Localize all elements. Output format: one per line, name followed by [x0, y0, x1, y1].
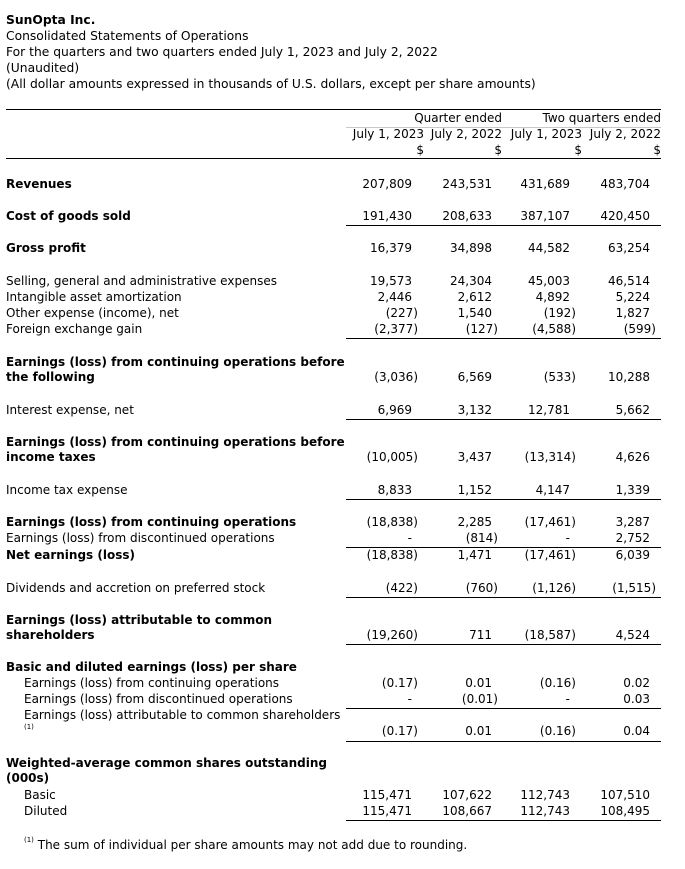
subtotal-rule: [346, 499, 661, 500]
value-q-2022: 208,633: [442, 209, 492, 223]
value-q-2023: (3,036): [374, 370, 418, 384]
value-q-2023: 115,471: [362, 788, 412, 802]
value-2q-2022: 420,450: [600, 209, 650, 223]
value-q-2022: 0.01: [465, 724, 492, 738]
group-header-two-quarters: Two quarters ended: [542, 111, 661, 125]
row-label: Basic: [24, 788, 56, 802]
col-header-q-2022: July 2, 2022: [430, 127, 502, 141]
value-2q-2022: 107,510: [600, 788, 650, 802]
value-q-2023: (0.17): [381, 676, 418, 690]
value-q-2022: 1,152: [457, 483, 492, 497]
value-2q-2022: 4,524: [615, 628, 650, 642]
col-header-2q-2023: July 1, 2023: [510, 127, 582, 141]
value-q-2022: 24,304: [450, 274, 492, 288]
subtotal-rule: [346, 419, 661, 420]
value-q-2022: (127): [465, 322, 498, 336]
value-q-2023: (18,838): [366, 515, 418, 529]
value-2q-2023: 387,107: [520, 209, 570, 223]
value-2q-2023: 4,147: [535, 483, 570, 497]
value-2q-2023: 431,689: [520, 177, 570, 191]
row-label: Revenues: [6, 177, 72, 191]
currency-q-2022: $: [494, 143, 502, 157]
value-q-2022: 2,612: [457, 290, 492, 304]
table-top-rule: [6, 109, 661, 110]
column-date-header-row: [6, 127, 661, 143]
value-q-2023: (2,377): [374, 322, 418, 336]
row-label: Earnings (loss) from continuing operations: [6, 515, 297, 529]
value-2q-2023: (0.16): [539, 676, 576, 690]
value-2q-2023: (17,461): [524, 515, 576, 529]
value-2q-2022: 0.02: [623, 676, 650, 690]
row-label: Income tax expense: [6, 483, 128, 497]
value-2q-2022: 483,704: [600, 177, 650, 191]
row-label: Earnings (loss) from continuing operations: [24, 676, 280, 690]
value-2q-2023: (533): [543, 370, 576, 384]
value-q-2023: 19,573: [370, 274, 412, 288]
value-2q-2023: 12,781: [528, 403, 570, 417]
row-label: Basic and diluted earnings (loss) per share: [6, 660, 297, 674]
audit-status: (Unaudited): [6, 61, 80, 75]
value-q-2023: 207,809: [362, 177, 412, 191]
company-name: SunOpta Inc.: [6, 13, 96, 27]
row-label: Earnings (loss) attributable to common shareholders: [6, 613, 273, 642]
value-2q-2022: 63,254: [608, 241, 650, 255]
value-q-2023: (19,260): [366, 628, 418, 642]
value-q-2022: (760): [465, 581, 498, 595]
value-q-2023: (10,005): [366, 450, 418, 464]
value-q-2022: 2,285: [457, 515, 492, 529]
row-label: Cost of goods sold: [6, 209, 131, 223]
row-label: Earnings (loss) attributable to common shareholders (1): [24, 708, 341, 731]
currency-2q-2023: $: [574, 143, 582, 157]
value-q-2022: 1,540: [457, 306, 492, 320]
row-label: Intangible asset amortization: [6, 290, 182, 304]
column-group-header-row: [6, 111, 661, 127]
footnote-ref: (1): [24, 723, 34, 731]
value-2q-2022: 5,224: [615, 290, 650, 304]
value-2q-2022: 1,339: [615, 483, 650, 497]
value-q-2022: (814): [465, 531, 498, 545]
currency-q-2023: $: [416, 143, 424, 157]
value-q-2023: (18,838): [366, 548, 418, 562]
header-bottom-rule: [6, 158, 661, 159]
row-label: Earnings (loss) from continuing operations before the following: [6, 355, 345, 384]
row-label: Earnings (loss) from discontinued operations: [6, 531, 275, 545]
value-q-2023: (0.17): [381, 724, 418, 738]
value-q-2022: 711: [469, 628, 492, 642]
value-2q-2023: (18,587): [524, 628, 576, 642]
value-q-2023: 8,833: [377, 483, 412, 497]
value-2q-2023: (192): [543, 306, 576, 320]
row-label: Net earnings (loss): [6, 548, 135, 562]
value-2q-2022: (1,515): [612, 581, 656, 595]
total-rule: [346, 644, 661, 645]
value-q-2023: 6,969: [377, 403, 412, 417]
value-q-2023: (227): [385, 306, 418, 320]
subtotal-rule: [346, 597, 661, 598]
statement-period: For the quarters and two quarters ended July 1, 2023 and July 2, 2022: [6, 45, 438, 59]
value-2q-2023: -: [565, 692, 570, 706]
row-label: Earnings (loss) from continuing operations before income taxes: [6, 435, 345, 464]
value-2q-2022: (599): [623, 322, 656, 336]
value-2q-2022: 10,288: [608, 370, 650, 384]
value-2q-2023: (13,314): [524, 450, 576, 464]
value-2q-2023: (0.16): [539, 724, 576, 738]
value-2q-2023: (17,461): [524, 548, 576, 562]
group-header-quarter: Quarter ended: [414, 111, 502, 125]
value-2q-2022: 1,827: [615, 306, 650, 320]
value-2q-2023: 45,003: [528, 274, 570, 288]
value-2q-2023: (4,588): [532, 322, 576, 336]
subtotal-rule: [346, 708, 661, 709]
value-q-2023: -: [407, 531, 412, 545]
statement-title: Consolidated Statements of Operations: [6, 29, 249, 43]
value-2q-2022: 0.04: [623, 724, 650, 738]
value-2q-2023: (1,126): [532, 581, 576, 595]
value-2q-2022: 108,495: [600, 804, 650, 818]
value-q-2023: 16,379: [370, 241, 412, 255]
value-2q-2022: 4,626: [615, 450, 650, 464]
subtotal-rule: [346, 225, 661, 226]
value-q-2022: 1,471: [457, 548, 492, 562]
value-q-2022: 3,437: [457, 450, 492, 464]
value-2q-2022: 46,514: [608, 274, 650, 288]
row-label: Gross profit: [6, 241, 86, 255]
footnote: [24, 838, 467, 852]
value-2q-2022: 2,752: [615, 531, 650, 545]
value-q-2022: 34,898: [450, 241, 492, 255]
value-2q-2022: 0.03: [623, 692, 650, 706]
subtotal-rule: [346, 338, 661, 339]
value-2q-2022: 6,039: [615, 548, 650, 562]
value-q-2023: (422): [385, 581, 418, 595]
currency-row: [6, 143, 661, 159]
row-label: Other expense (income), net: [6, 306, 179, 320]
value-q-2022: 6,569: [457, 370, 492, 384]
col-header-2q-2022: July 2, 2022: [589, 127, 661, 141]
value-q-2022: 0.01: [465, 676, 492, 690]
footnote-marker: (1): [24, 836, 34, 844]
value-q-2023: 191,430: [362, 209, 412, 223]
value-2q-2023: 112,743: [520, 788, 570, 802]
row-label: Earnings (loss) from discontinued operations: [24, 692, 293, 706]
value-q-2023: 115,471: [362, 804, 412, 818]
total-rule: [346, 741, 661, 742]
value-2q-2023: 4,892: [535, 290, 570, 304]
statement-header: [6, 12, 536, 92]
row-label: Diluted: [24, 804, 68, 818]
col-header-q-2023: July 1, 2023: [352, 127, 424, 141]
value-2q-2023: 44,582: [528, 241, 570, 255]
value-q-2022: 3,132: [457, 403, 492, 417]
footnote-text: The sum of individual per share amounts may not add due to rounding.: [37, 838, 468, 852]
value-q-2022: 243,531: [442, 177, 492, 191]
row-label: Dividends and accretion on preferred stock: [6, 581, 266, 595]
value-q-2022: 107,622: [442, 788, 492, 802]
total-rule: [346, 820, 661, 821]
row-label: Interest expense, net: [6, 403, 134, 417]
value-q-2022: 108,667: [442, 804, 492, 818]
value-2q-2023: -: [565, 531, 570, 545]
value-q-2023: 2,446: [377, 290, 412, 304]
currency-2q-2022: $: [653, 143, 661, 157]
value-2q-2022: 5,662: [615, 403, 650, 417]
units-note: (All dollar amounts expressed in thousands of U.S. dollars, except per share amounts): [6, 77, 536, 91]
row-label: Selling, general and administrative expenses: [6, 274, 277, 288]
value-2q-2023: 112,743: [520, 804, 570, 818]
value-q-2023: -: [407, 692, 412, 706]
value-q-2022: (0.01): [461, 692, 498, 706]
row-label: Weighted-average common shares outstanding (000s): [6, 756, 327, 785]
value-2q-2022: 3,287: [615, 515, 650, 529]
row-label: Foreign exchange gain: [6, 322, 143, 336]
